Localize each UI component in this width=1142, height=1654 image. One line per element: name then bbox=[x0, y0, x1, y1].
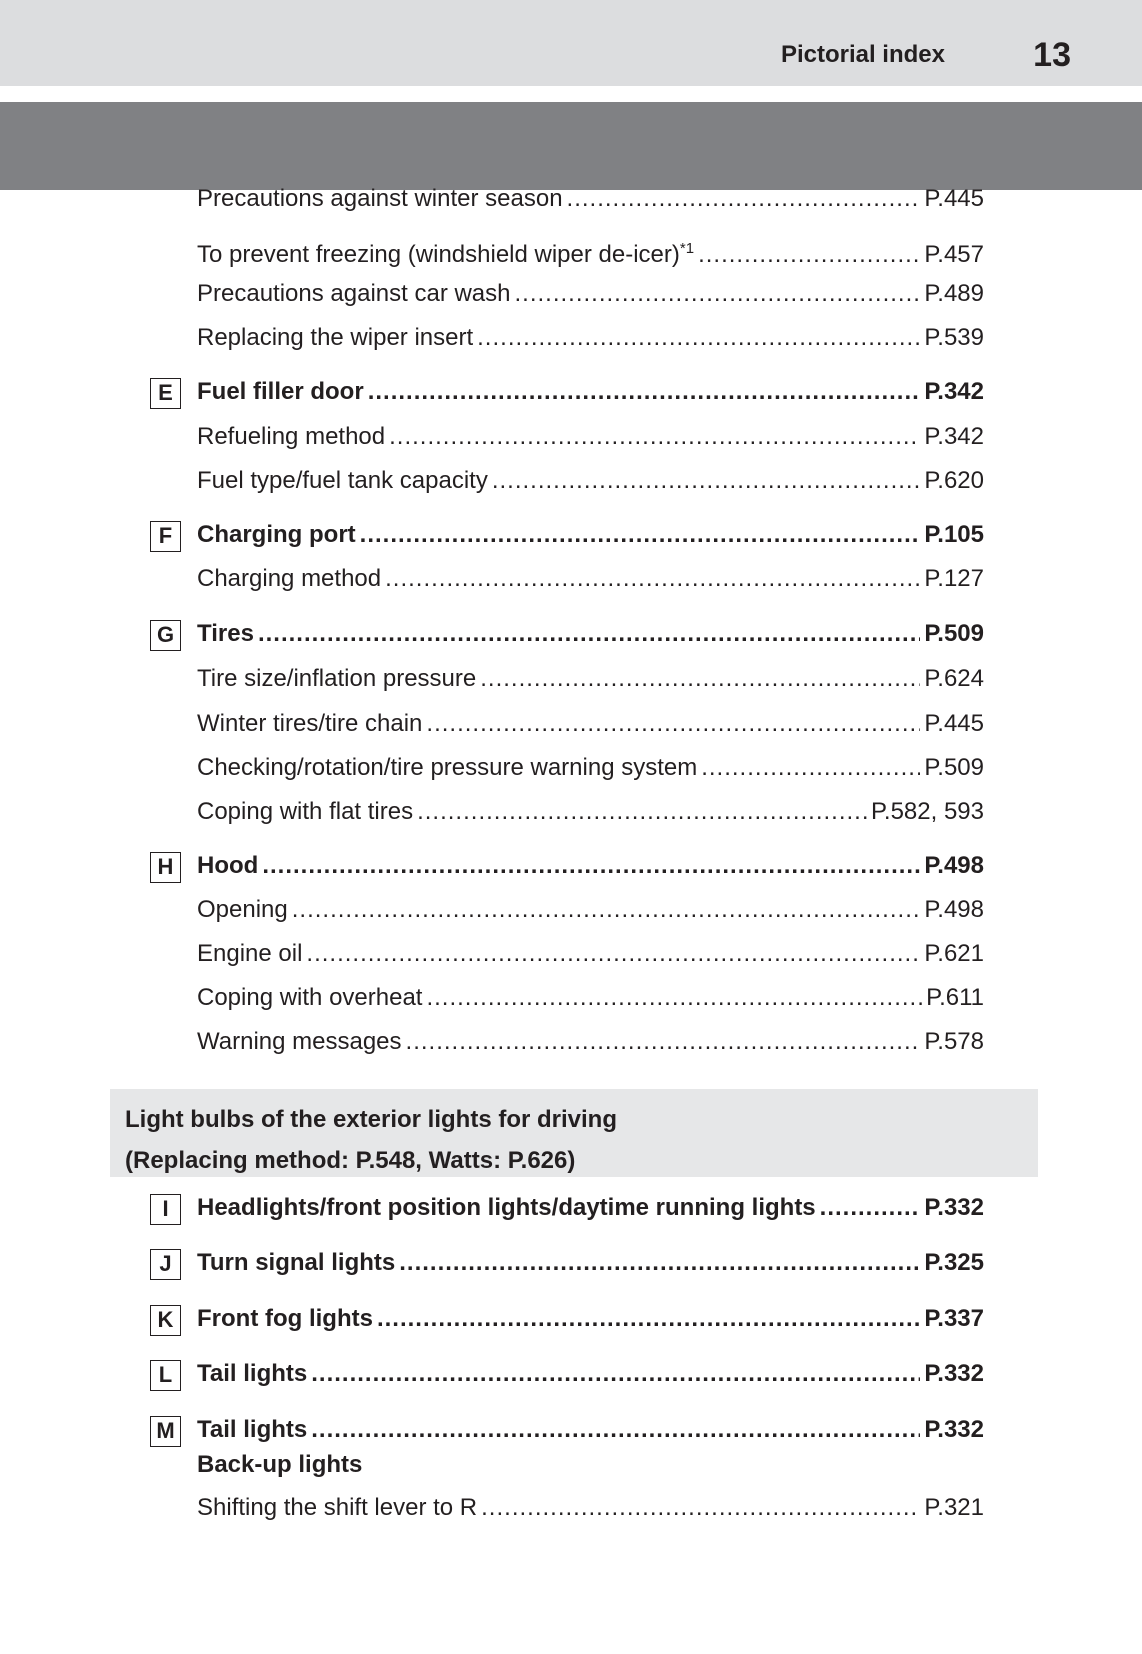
entry-page[interactable]: P.325 bbox=[924, 1249, 984, 1276]
item-letter-box: J bbox=[150, 1249, 181, 1280]
entry-page[interactable]: P.457 bbox=[924, 241, 984, 268]
dot-leader bbox=[492, 466, 921, 496]
dot-leader bbox=[515, 279, 921, 309]
entry-label bbox=[197, 564, 381, 594]
index-entry[interactable] bbox=[197, 619, 984, 649]
entry-text: Tail lights bbox=[197, 1416, 308, 1443]
index-entry[interactable] bbox=[197, 1248, 984, 1278]
entry-label bbox=[197, 939, 302, 969]
entry-page[interactable]: P.509 bbox=[924, 620, 984, 647]
entry-text: Front fog lights bbox=[197, 1305, 373, 1332]
dot-leader bbox=[377, 1304, 920, 1334]
entry-page[interactable]: P.582, 593 bbox=[870, 798, 984, 825]
entry-page[interactable]: P.621 bbox=[924, 940, 984, 967]
dot-leader bbox=[426, 983, 922, 1013]
entry-label bbox=[197, 323, 473, 353]
section-title: Pictorial index bbox=[780, 41, 945, 68]
entry-page[interactable]: P.332 bbox=[924, 1194, 984, 1221]
entry-text: Fuel type/fuel tank capacity bbox=[197, 467, 488, 494]
entry-page[interactable]: P.611 bbox=[926, 984, 984, 1011]
entry-text: Headlights/front position lights/daytime running lights bbox=[197, 1194, 816, 1221]
dot-leader bbox=[698, 240, 920, 270]
entry-page[interactable]: P.620 bbox=[924, 467, 984, 494]
entry-page[interactable]: P.332 bbox=[924, 1360, 984, 1387]
dot-leader bbox=[477, 323, 920, 353]
entry-label bbox=[197, 279, 511, 309]
entry-label: Shifting the shift lever to R bbox=[197, 1494, 478, 1521]
index-entry[interactable] bbox=[197, 1359, 984, 1389]
entry-page[interactable]: P.509 bbox=[924, 754, 984, 781]
entry-label bbox=[197, 1359, 307, 1389]
dot-leader bbox=[262, 851, 920, 881]
entry-label bbox=[197, 466, 488, 496]
entry-page[interactable]: P.105 bbox=[924, 521, 984, 548]
entry-text: Charging method bbox=[197, 565, 382, 592]
entry-page[interactable]: P.342 bbox=[924, 423, 984, 450]
entry-page[interactable]: P.445 bbox=[924, 710, 984, 737]
entry-text: Precautions against car wash bbox=[197, 280, 511, 307]
section-subheading: (Replacing method: P.548, Watts: P.626) bbox=[125, 1147, 576, 1174]
dot-leader bbox=[306, 939, 920, 969]
index-entry[interactable] bbox=[197, 564, 984, 594]
entry-text: Opening bbox=[197, 896, 288, 923]
entry-page[interactable]: P.332 bbox=[924, 1416, 984, 1443]
entry-text: Hood bbox=[197, 852, 259, 879]
entry-text: Charging port bbox=[197, 521, 356, 548]
entry-page[interactable]: P.321 bbox=[924, 1494, 984, 1521]
dot-leader bbox=[311, 1359, 920, 1389]
entry-page[interactable]: P.127 bbox=[924, 565, 984, 592]
index-entry[interactable] bbox=[197, 1493, 984, 1523]
section-heading: Light bulbs of the exterior lights for driving bbox=[125, 1106, 617, 1133]
index-entry[interactable] bbox=[197, 753, 984, 783]
item-letter-box: E bbox=[150, 378, 181, 409]
index-entry[interactable] bbox=[197, 709, 984, 739]
dot-leader bbox=[417, 797, 867, 827]
entry-page[interactable]: P.498 bbox=[924, 852, 984, 879]
dot-leader bbox=[385, 564, 920, 594]
item-letter-box: M bbox=[150, 1416, 181, 1447]
entry-page[interactable]: P.624 bbox=[924, 665, 984, 692]
entry-text: Coping with flat tires bbox=[197, 798, 414, 825]
index-entry[interactable] bbox=[197, 797, 984, 827]
entry-text: Checking/rotation/tire pressure warning system bbox=[197, 754, 698, 781]
entry-label bbox=[197, 619, 254, 649]
dot-leader bbox=[426, 709, 920, 739]
entry-text: Replacing the wiper insert bbox=[197, 324, 474, 351]
entry-text: Tire size/inflation pressure bbox=[197, 665, 477, 692]
index-entry[interactable] bbox=[197, 1304, 984, 1334]
index-entry[interactable] bbox=[197, 939, 984, 969]
entry-text: Fuel filler door bbox=[197, 378, 364, 405]
item-letter-box: G bbox=[150, 620, 181, 651]
page-number: 13 bbox=[1033, 36, 1071, 74]
item-letter-box: K bbox=[150, 1305, 181, 1336]
entry-text: Tail lights bbox=[197, 1360, 308, 1387]
entry-text: Tires bbox=[197, 620, 254, 647]
dot-leader bbox=[481, 1493, 920, 1523]
index-entry[interactable] bbox=[197, 895, 984, 925]
index-entry[interactable] bbox=[197, 851, 984, 881]
entry-label bbox=[197, 377, 364, 407]
backup-lights-label: Back-up lights bbox=[197, 1451, 363, 1478]
entry-label bbox=[197, 709, 422, 739]
entry-text: To prevent freezing (windshield wiper de-icer) bbox=[197, 241, 680, 268]
index-entry[interactable] bbox=[197, 1193, 984, 1223]
entry-label bbox=[197, 1415, 307, 1445]
index-entry[interactable] bbox=[197, 983, 984, 1013]
dot-leader bbox=[480, 664, 920, 694]
entry-text: Coping with overheat bbox=[197, 984, 423, 1011]
entry-text: Refueling method bbox=[197, 423, 386, 450]
dot-leader bbox=[360, 520, 921, 550]
page-header bbox=[0, 0, 1142, 86]
entry-label bbox=[197, 664, 476, 694]
dot-leader bbox=[567, 184, 921, 214]
entry-page[interactable]: P.539 bbox=[924, 324, 984, 351]
entry-label bbox=[197, 234, 694, 270]
entry-label bbox=[197, 422, 385, 452]
entry-label bbox=[197, 1193, 816, 1223]
item-letter-box: L bbox=[150, 1360, 181, 1391]
dot-leader bbox=[292, 895, 921, 925]
entry-page[interactable]: P.337 bbox=[924, 1305, 984, 1332]
entry-label bbox=[197, 983, 422, 1013]
index-entry[interactable] bbox=[197, 323, 984, 353]
entry-label bbox=[197, 797, 413, 827]
dot-leader bbox=[258, 619, 920, 649]
entry-text: Engine oil bbox=[197, 940, 303, 967]
entry-page[interactable]: P.445 bbox=[924, 185, 984, 212]
item-letter-box: F bbox=[150, 521, 181, 552]
dot-leader bbox=[368, 377, 921, 407]
index-entry[interactable] bbox=[197, 377, 984, 407]
dot-leader bbox=[701, 753, 920, 783]
entry-page[interactable]: P.498 bbox=[924, 896, 984, 923]
dot-leader bbox=[820, 1193, 921, 1223]
index-entry[interactable] bbox=[197, 234, 984, 270]
entry-label bbox=[197, 1027, 402, 1057]
item-letter-box: I bbox=[150, 1194, 181, 1225]
index-entry[interactable] bbox=[197, 422, 984, 452]
entry-label bbox=[197, 1248, 395, 1278]
light-bulbs-section bbox=[110, 1089, 1038, 1177]
entry-text: Turn signal lights bbox=[197, 1249, 396, 1276]
entry-page[interactable]: P.578 bbox=[924, 1028, 984, 1055]
entry-text: Warning messages bbox=[197, 1028, 402, 1055]
index-entry[interactable] bbox=[197, 184, 984, 214]
index-entry[interactable] bbox=[197, 279, 984, 309]
entry-page[interactable]: P.489 bbox=[924, 280, 984, 307]
index-entry[interactable] bbox=[197, 520, 984, 550]
entry-label bbox=[197, 520, 356, 550]
header-band bbox=[0, 102, 1142, 190]
item-letter-box: H bbox=[150, 852, 181, 883]
entry-text: Winter tires/tire chain bbox=[197, 710, 423, 737]
footnote-mark: *1 bbox=[679, 240, 695, 257]
entry-label bbox=[197, 1304, 373, 1334]
index-entry[interactable] bbox=[197, 1027, 984, 1057]
index-entry[interactable] bbox=[197, 1415, 984, 1445]
index-entry[interactable] bbox=[197, 466, 984, 496]
dot-leader bbox=[311, 1415, 920, 1445]
entry-label bbox=[197, 184, 563, 214]
entry-page[interactable]: P.342 bbox=[924, 378, 984, 405]
entry-text: Precautions against winter season bbox=[197, 185, 563, 212]
dot-leader bbox=[399, 1248, 920, 1278]
dot-leader bbox=[389, 422, 920, 452]
entry-label bbox=[197, 851, 258, 881]
dot-leader bbox=[406, 1027, 921, 1057]
index-entry[interactable] bbox=[197, 664, 984, 694]
entry-label bbox=[197, 895, 288, 925]
entry-label bbox=[197, 753, 697, 783]
